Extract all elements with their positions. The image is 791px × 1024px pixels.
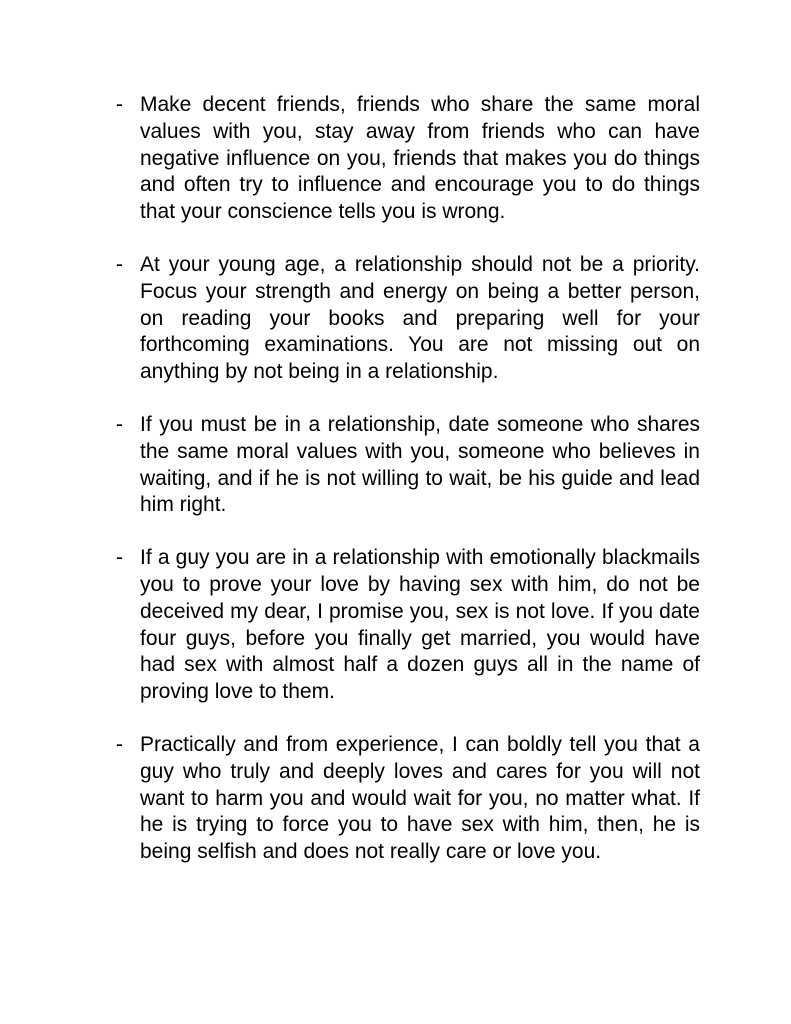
dash-marker: -	[116, 732, 123, 756]
dash-marker: -	[116, 412, 123, 436]
list-item	[116, 252, 700, 386]
dash-marker: -	[116, 546, 123, 570]
list-item	[116, 412, 700, 519]
list-item-text: Make decent friends, friends who share the same moral values with you, stay away from friends who can have negative influence on you, friends that makes you do things and often try to influence and encourage you to do things that your conscience tells you is wrong.	[140, 93, 700, 224]
list-item-text: If you must be in a relationship, date someone who shares the same moral values with you, someone who believes in waiting, and if he is not willing to wait, be his guide and lead him right.	[140, 412, 700, 517]
list-item	[116, 545, 700, 706]
list-item-text: Practically and from experience, I can boldly tell you that a guy who truly and deeply loves and cares for you will not want to harm you and would wait for you, no matter what. If he is trying to force you to have sex with him, then, he is being selfish and does not really care or love you.	[140, 732, 700, 864]
dash-marker: -	[116, 93, 123, 116]
list-item	[116, 92, 700, 226]
advice-list	[116, 92, 700, 892]
list-item-text: If a guy you are in a relationship with emotionally blackmails you to prove your love by having sex with him, do not be deceived my dear, I promise you, sex is not love. If you date four guys, before you finally get married, you would have had sex with almost half a dozen guys all in the name of proving love to them.	[140, 546, 700, 704]
dash-marker: -	[116, 252, 123, 276]
list-item-text: At your young age, a relationship should not be a priority. Focus your strength and energy on being a better person, on reading your books and preparing well for your forthcoming examinations. You are not missing out on anything by not being in a relationship.	[140, 252, 700, 384]
list-item	[116, 732, 700, 866]
